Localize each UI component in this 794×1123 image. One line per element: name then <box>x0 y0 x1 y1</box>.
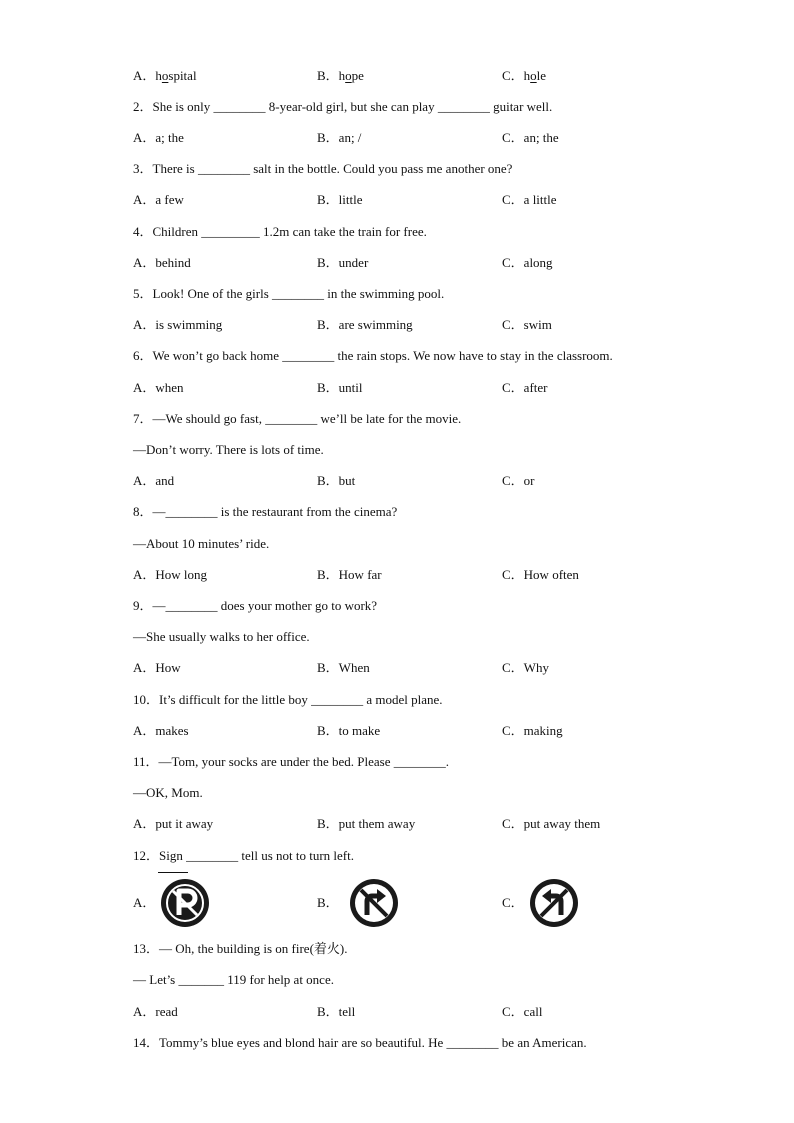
question-13: 13．— Oh, the building is on fire(着火). <box>133 941 348 956</box>
q4-option-c: C．along <box>502 255 553 270</box>
q1-option-a: A．hospital <box>133 68 197 83</box>
q2-option-a: A．a; the <box>133 130 184 145</box>
question-11-reply: —OK, Mom. <box>133 785 203 800</box>
q4-option-b: B．under <box>317 255 369 270</box>
q11-option-a: A．put it away <box>133 816 214 831</box>
no-left-turn-sign-icon <box>528 877 580 929</box>
question-3: 3．There is ________ salt in the bottle. Could you pass me another one? <box>133 161 513 176</box>
q3-option-a: A．a few <box>133 192 184 207</box>
q10-option-b: B．to make <box>317 723 381 738</box>
q7-option-a: A．and <box>133 473 175 488</box>
q2-option-b: B．an; / <box>317 130 362 145</box>
question-4: 4．Children _________ 1.2m can take the train for free. <box>133 224 427 239</box>
q5-option-a: A．is swimming <box>133 317 223 332</box>
question-5: 5．Look! One of the girls ________ in the swimming pool. <box>133 286 445 301</box>
q12-option-c: C． <box>502 895 524 910</box>
question-9-reply: —She usually walks to her office. <box>133 629 310 644</box>
q1-option-c: C．hole <box>502 68 547 83</box>
no-parking-sign-icon <box>159 877 211 929</box>
question-10: 10．It’s difficult for the little boy ________ a model plane. <box>133 692 443 707</box>
q5-option-c: C．swim <box>502 317 552 332</box>
q10-option-a: A．makes <box>133 723 189 738</box>
question-6: 6．We won’t go back home ________ the rain stops. We now have to stay in the classroom. <box>133 348 613 363</box>
q12-option-a: A． <box>133 895 156 910</box>
q8-option-c: C．How often <box>502 567 579 582</box>
question-8-reply: —About 10 minutes’ ride. <box>133 536 270 551</box>
question-7-reply: —Don’t worry. There is lots of time. <box>133 442 324 457</box>
q3-option-c: C．a little <box>502 192 557 207</box>
question-9: 9．—________ does your mother go to work? <box>133 598 378 613</box>
q11-option-b: B．put them away <box>317 816 416 831</box>
question-8: 8．—________ is the restaurant from the cinema? <box>133 504 398 519</box>
q8-option-b: B．How far <box>317 567 382 582</box>
q10-option-c: C．making <box>502 723 563 738</box>
q7-option-b: B．but <box>317 473 356 488</box>
q11-option-c: C．put away them <box>502 816 601 831</box>
q12-rule <box>158 872 188 873</box>
no-right-turn-sign-icon <box>348 877 400 929</box>
q12-option-b: B． <box>317 895 339 910</box>
q9-option-a: A．How <box>133 660 181 675</box>
question-12: 12．Sign ________ tell us not to turn left. <box>133 848 354 863</box>
q13-option-c: C．call <box>502 1004 543 1019</box>
q6-option-a: A．when <box>133 380 184 395</box>
q13-option-a: A．read <box>133 1004 178 1019</box>
question-11: 11．—Tom, your socks are under the bed. Please ________. <box>133 754 449 769</box>
question-2: 2．She is only ________ 8-year-old girl, but she can play ________ guitar well. <box>133 99 553 114</box>
question-13-reply: — Let’s _______ 119 for help at once. <box>133 972 334 987</box>
question-7: 7．—We should go fast, ________ we’ll be late for the movie. <box>133 411 462 426</box>
q9-option-b: B．When <box>317 660 370 675</box>
question-14: 14．Tommy’s blue eyes and blond hair are so beautiful. He ________ be an American. <box>133 1035 587 1050</box>
q4-option-a: A．behind <box>133 255 191 270</box>
q5-option-b: B．are swimming <box>317 317 413 332</box>
q9-option-c: C．Why <box>502 660 549 675</box>
q13-option-b: B．tell <box>317 1004 356 1019</box>
q7-option-c: C．or <box>502 473 535 488</box>
q2-option-c: C．an; the <box>502 130 559 145</box>
q8-option-a: A．How long <box>133 567 208 582</box>
q6-option-c: C．after <box>502 380 548 395</box>
q3-option-b: B．little <box>317 192 363 207</box>
q6-option-b: B．until <box>317 380 363 395</box>
q1-option-b: B．hope <box>317 68 364 83</box>
